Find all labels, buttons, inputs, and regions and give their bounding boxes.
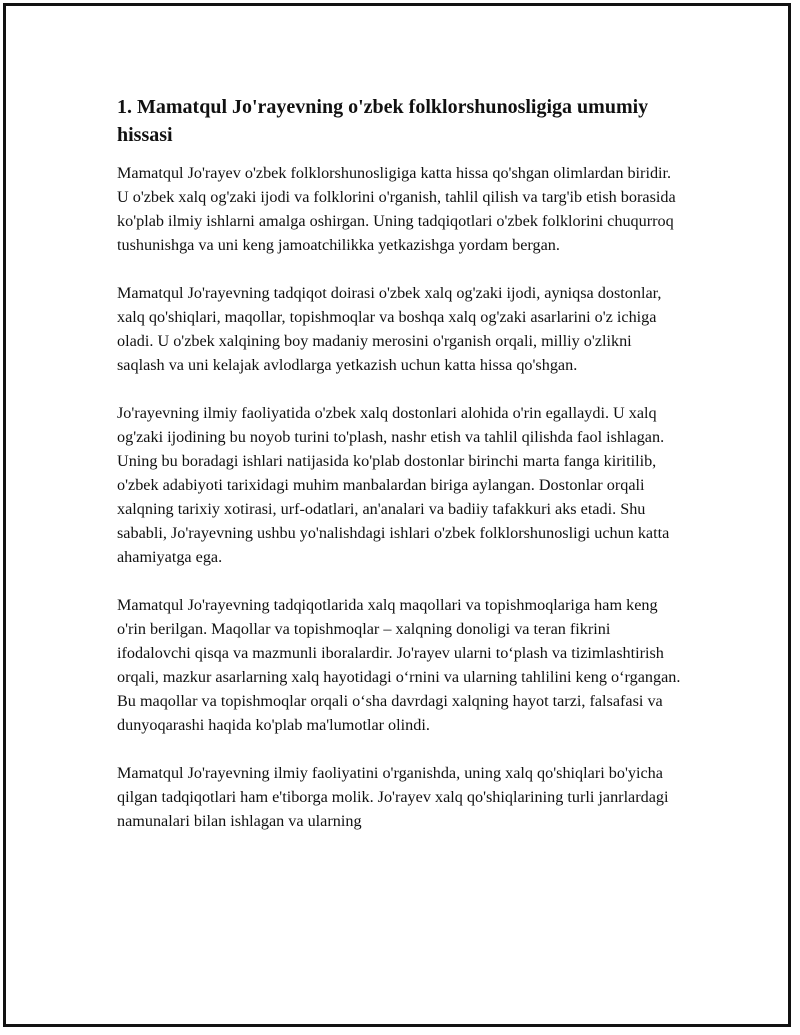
paragraph-1: Mamatqul Jo'rayev o'zbek folklorshunosligiga katta hissa qo'shgan olimlardan biridir. U o'zbek xalq og'zaki ijodi va folklorini o'rganish, tahlil qilish va targ'ib etish borasida ko'plab ilmiy ishlarni amalga oshirgan. Uning tadqiqotlari o'zbek folklorini chuqurroq tushunishga va uni keng jamoatchilikka yetkazishga yordam bergan.	[117, 164, 676, 254]
paragraph-5: Mamatqul Jo'rayevning ilmiy faoliyatini o'rganishda, uning xalq qo'shiqlari bo'yicha qilgan tadqiqotlari ham e'tiborga molik. Jo'rayev xalq qo'shiqlarining turli janrlardagi namunalari bilan ishlagan va ularning	[117, 764, 669, 830]
document-page	[117, 93, 683, 857]
paragraph-4: Mamatqul Jo'rayevning tadqiqotlarida xalq maqollari va topishmoqlariga ham keng o'rin berilgan. Maqollar va topishmoqlar – xalqning donoligi va teran fikrini ifodalovchi qisqa va mazmunli iboralardir. Jo'rayev ularni to‘plash va tizimlashtirish orqali, mazkur asarlarning xalq hayotidagi o‘rnini va ularning tahlilini keng o‘rgangan. Bu maqollar va topishmoqlar orqali o‘sha davrdagi xalqning hayot tarzi, falsafasi va dunyoqarashi haqida ko'plab ma'lumotlar olindi.	[117, 596, 681, 734]
paragraph-3: Jo'rayevning ilmiy faoliyatida o'zbek xalq dostonlari alohida o'rin egallaydi. U xalq og'zaki ijodining bu noyob turini to'plash, nashr etish va tahlil qilishda faol ishlagan. Uning bu boradagi ishlari natijasida ko'plab dostonlar birinchi marta fanga kiritilib, o'zbek adabiyoti tarixidagi muhim manbalardan biriga aylangan. Dostonlar orqali xalqning tarixiy xotirasi, urf-odatlari, an'analari va badiiy tafakkuri aks etadi. Shu sababli, Jo'rayevning ushbu yo'nalishdagi ishlari o'zbek folklorshunosligi uchun katta ahamiyatga ega.	[117, 404, 670, 566]
paragraph-2: Mamatqul Jo'rayevning tadqiqot doirasi o'zbek xalq og'zaki ijodi, ayniqsa dostonlar, xalq qo'shiqlari, maqollar, topishmoqlar va boshqa xalq og'zaki asarlarini o'z ichiga oladi. U o'zbek xalqining boy madaniy merosini o'rganish orqali, milliy o'zlikni saqlash va uni kelajak avlodlarga yetkazish uchun katta hissa qo'shgan.	[117, 284, 662, 374]
section-heading: 1. Mamatqul Jo'rayevning o'zbek folklorshunosligiga umumiy hissasi	[117, 96, 649, 146]
